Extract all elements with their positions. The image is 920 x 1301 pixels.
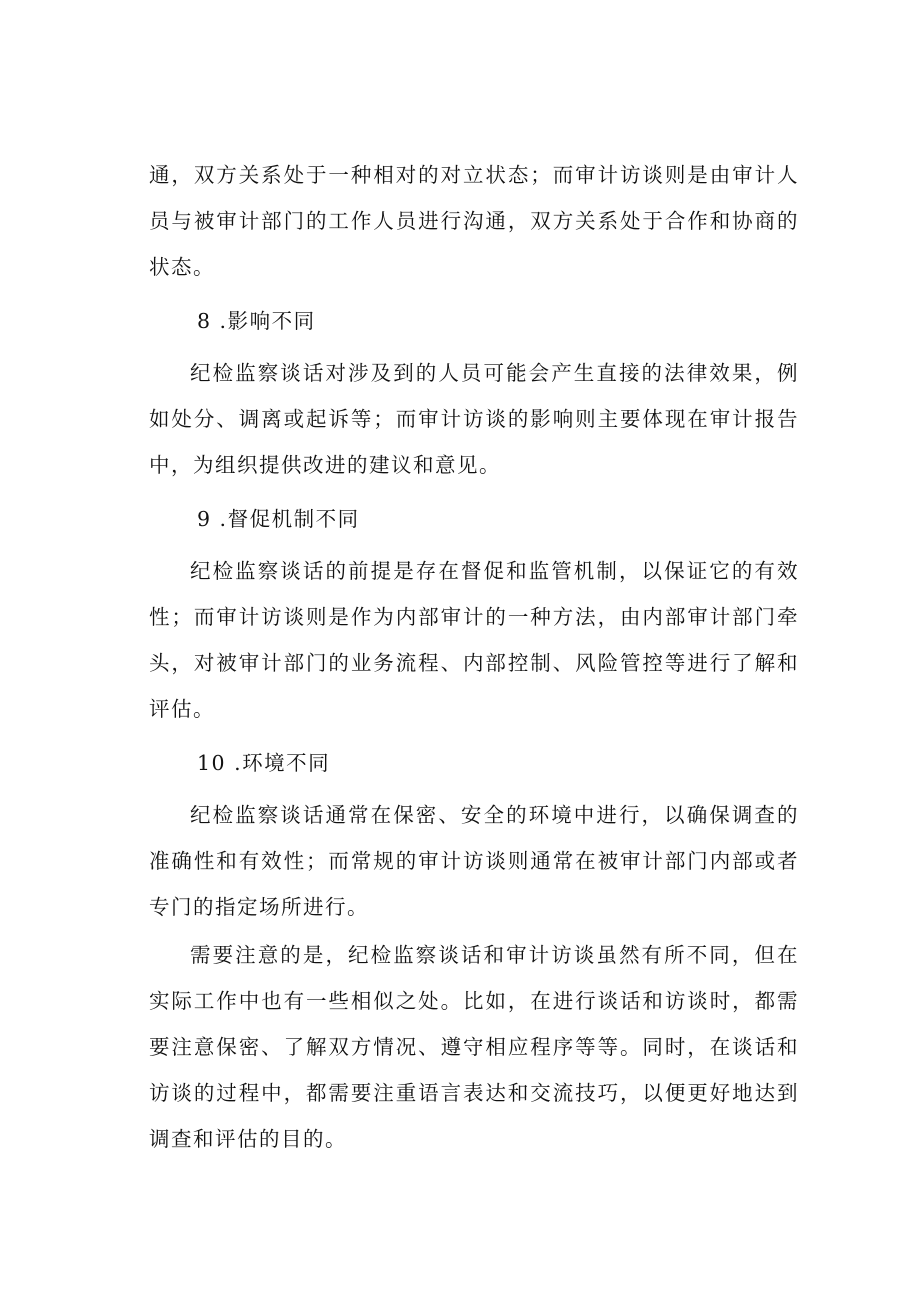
paragraph-section-9: 纪检监察谈话的前提是存在督促和监管机制，以保证它的有效性；而审计访谈则是作为内部审计的一种方法，由内部审计部门牵头，对被审计部门的业务流程、内部控制、风险管控等进行了解和评估。	[149, 559, 799, 721]
paragraph-continuation: 通，双方关系处于一种相对的对立状态；而审计访谈则是由审计人员与被审计部门的工作人员进行沟通，双方关系处于合作和协商的状态。	[149, 163, 799, 279]
document-body	[149, 152, 799, 1162]
paragraph-section-8: 纪检监察谈话对涉及到的人员可能会产生直接的法律效果，例如处分、调离或起诉等；而审计访谈的影响则主要体现在审计报告中，为组织提供改进的建议和意见。	[149, 361, 799, 477]
paragraph-note: 需要注意的是，纪检监察谈话和审计访谈虽然有所不同，但在实际工作中也有一些相似之处。比如，在进行谈话和访谈时，都需要注意保密、了解双方情况、遵守相应程序等等。同时，在谈话和访谈的过程中，都需要注重语言表达和交流技巧，以便更好地达到调查和评估的目的。	[149, 943, 799, 1151]
section-heading-9: 9 .督促机制不同	[197, 507, 360, 531]
paragraph-section-10: 纪检监察谈话通常在保密、安全的环境中进行，以确保调查的准确性和有效性；而常规的审计访谈则通常在被审计部门内部或者专门的指定场所进行。	[149, 803, 799, 919]
section-heading-8: 8 .影响不同	[197, 309, 316, 333]
section-heading-10: 10 .环境不同	[197, 751, 331, 775]
